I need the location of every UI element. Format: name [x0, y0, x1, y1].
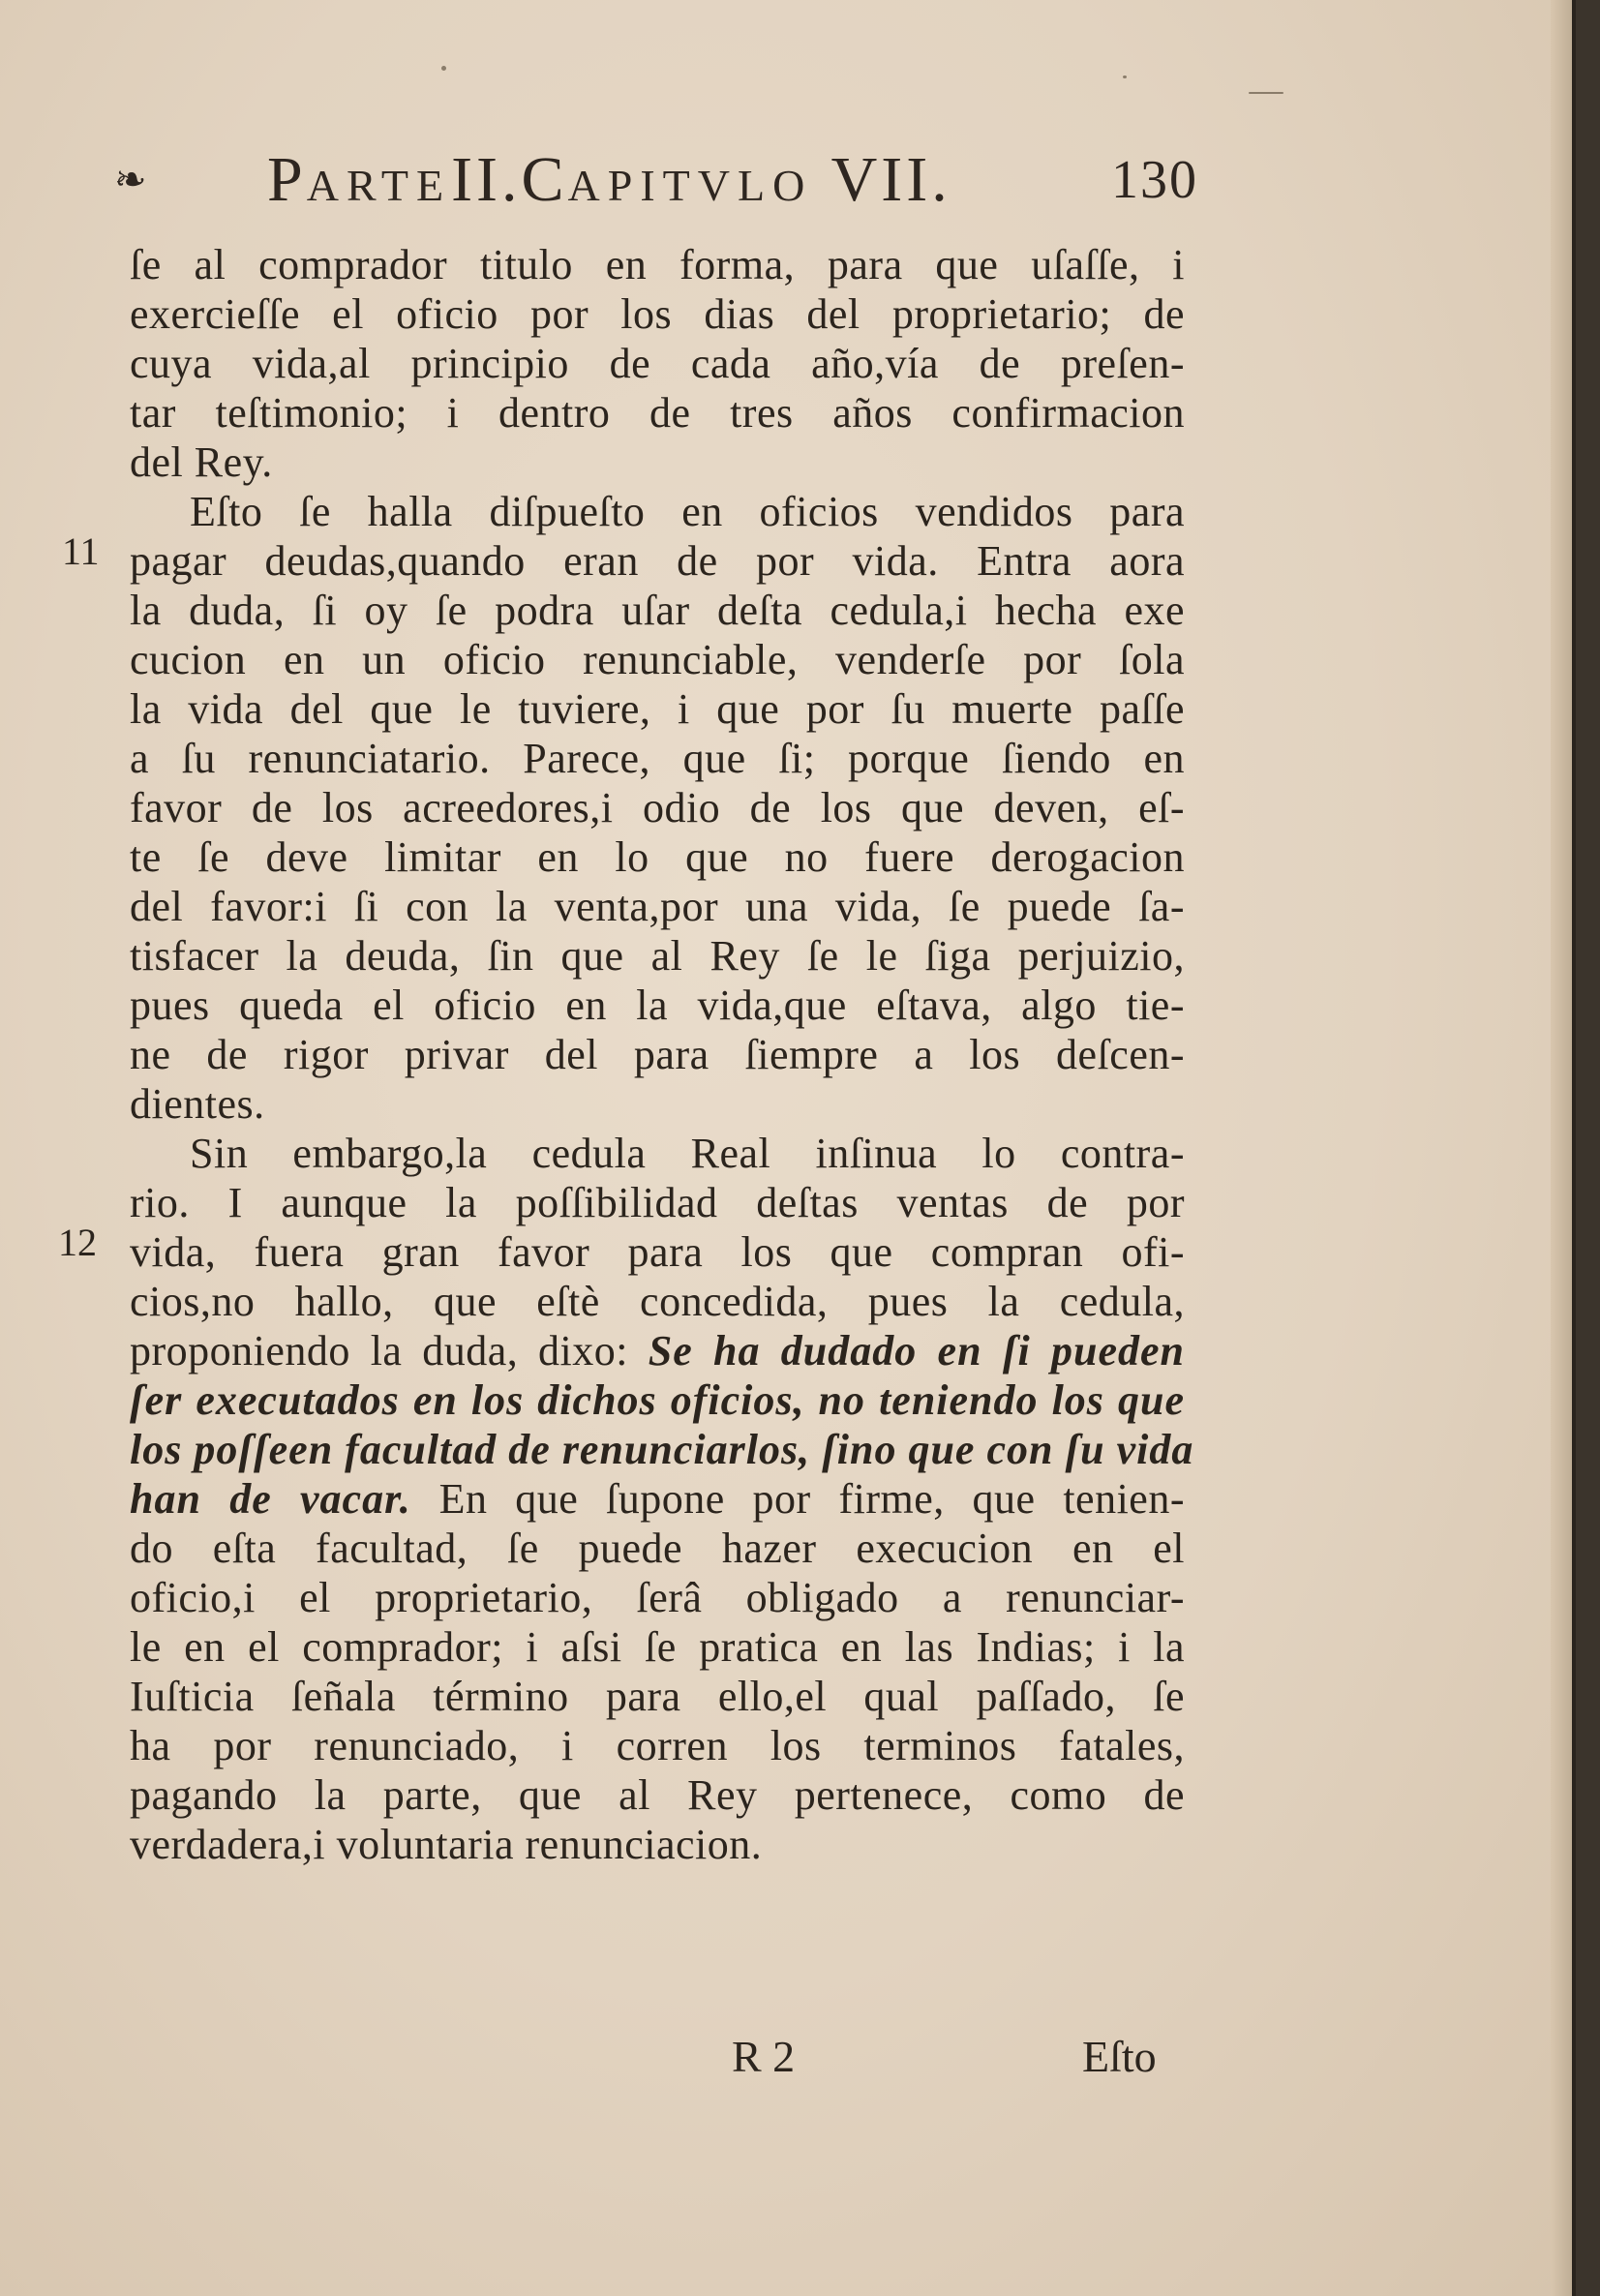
text-line: verdadera,i voluntaria renunciacion. [130, 1821, 763, 1868]
text-line: Sin embargo,la cedula Real inſinua lo contra- [190, 1130, 1185, 1177]
text-line: te ſe deve limitar en lo que no fuere derogacion [130, 833, 1185, 881]
text-line: del Rey. [130, 438, 273, 486]
text-segment: proponiendo la duda, dixo: [130, 1327, 628, 1375]
quoted-text: ſer executados en los dichos oficios, no teniendo los que [130, 1376, 1185, 1424]
text-line: do eſta facultad, ſe puede hazer execucion en el [130, 1525, 1185, 1572]
quoted-text: han de vacar. [130, 1475, 411, 1523]
text-line [130, 1326, 1185, 1375]
fleuron-icon: ❧ [114, 158, 147, 201]
text-line: cucion en un oficio renunciable, venderſe por ſola [130, 636, 1185, 683]
quoted-text: los poſſeen facultad de renunciarlos, ſino que con ſu vida [130, 1426, 1194, 1473]
text-line: tisfacer la deuda, ſin que al Rey ſe le ſiga perjuizio, [130, 932, 1185, 980]
margin-number-11: 11 [62, 529, 100, 573]
text-line: dientes. [130, 1080, 265, 1128]
text-line [130, 1474, 1185, 1524]
body-text [130, 240, 1194, 1869]
text-line: a ſu renunciatario. Parece, que ſi; porque ſiendo en [130, 735, 1185, 782]
text-line: ſe al comprador titulo en forma, para que uſaſſe, i [130, 241, 1185, 288]
text-line: pagar deudas,quando eran de por vida. Entra aora [130, 537, 1185, 585]
text-line: cuya vida,al principio de cada año,vía de preſen- [130, 340, 1185, 387]
text-line: oficio,i el proprietario, ſerâ obligado a renunciar- [130, 1574, 1185, 1621]
text-line: rio. I aunque la poſſibilidad deſtas ventas de por [130, 1179, 1185, 1226]
text-line: tar teſtimonio; i dentro de tres años confirmacion [130, 389, 1185, 437]
text-line: ne de rigor privar del para ſiempre a los deſcen- [130, 1031, 1185, 1078]
page-edge-shadow [1551, 0, 1572, 2296]
signature-mark: R 2 [732, 2032, 796, 2081]
text-line: favor de los acreedores,i odio de los que deven, eſ- [130, 784, 1185, 831]
text-line: pues queda el oficio en la vida,que eſtava, algo tie- [130, 982, 1185, 1029]
text-line: exercieſſe el oficio por los dias del proprietario; de [130, 290, 1185, 338]
paper-speck [441, 66, 446, 71]
quoted-text: Se ha dudado en ſi pueden [648, 1327, 1185, 1375]
paper-speck [1123, 76, 1127, 78]
running-head [114, 143, 1198, 221]
margin-number-12: 12 [58, 1221, 97, 1264]
text-line: la vida del que le tuviere, i que por ſu muerte paſſe [130, 685, 1185, 733]
folio-number: 130 [1111, 150, 1198, 210]
catchword: Eſto [1082, 2032, 1157, 2081]
text-line: cios,no hallo, que eſtè concedida, pues la cedula, [130, 1278, 1185, 1325]
text-line: del favor:i ſi con la venta,por una vida, ſe puede ſa- [130, 883, 1185, 930]
running-title: PARTEII.CAPITVLO VII. [267, 144, 951, 215]
text-line: le en el comprador; i aſsi ſe pratica en las Indias; i la [130, 1623, 1185, 1671]
text-line: Iuſticia ſeñala término para ello,el qual paſſado, ſe [130, 1673, 1185, 1720]
text-line: Eſto ſe halla diſpueſto en oficios vendidos para [190, 488, 1185, 535]
text-line: vida, fuera gran favor para los que compran ofi- [130, 1228, 1185, 1276]
text-segment: En que ſupone por firme, que tenien- [438, 1475, 1185, 1523]
paper-speck [1249, 92, 1283, 94]
text-line: ha por renunciado, i corren los terminos fatales, [130, 1722, 1185, 1769]
text-line: pagando la parte, que al Rey pertenece, como de [130, 1771, 1185, 1819]
text-line: la duda, ſi oy ſe podra uſar deſta cedula,i hecha exe [130, 587, 1185, 634]
